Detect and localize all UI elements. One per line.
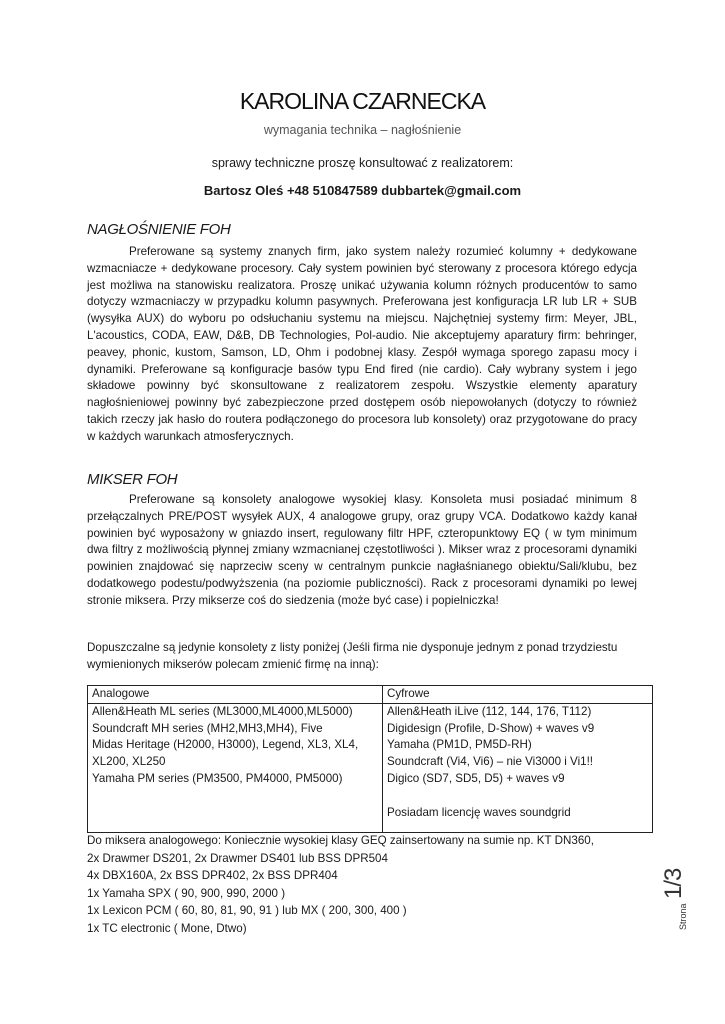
- list-item: Allen&Heath ML series (ML3000,ML4000,ML5000): [92, 704, 353, 718]
- column-header-digital: Cyfrowe: [383, 686, 653, 704]
- consult-note: sprawy techniczne proszę konsultować z realizatorem:: [211, 156, 514, 170]
- analog-requirements-list: [87, 832, 647, 937]
- list-item: XL200, XL250: [92, 755, 166, 769]
- table-header-row: [88, 686, 653, 704]
- list-item: Soundcraft MH series (MH2,MH3,MH4), Five: [92, 721, 323, 735]
- foh-sound-paragraph: [87, 244, 637, 446]
- section-heading-foh-sound: NAGŁOŚNIENIE FOH: [87, 221, 231, 238]
- page-label: Strona: [678, 903, 688, 930]
- list-item: 4x DBX160A, 2x BSS DPR402, 2x BSS DPR404: [87, 869, 338, 882]
- foh-sound-text: Preferowane są systemy znanych firm, jako system należy rozumieć kolumny + dedykowane wzmacniacze + dedykowane procesory. Cały system powinien być sterowany z procesora którego edycja jest możliwa na stanowisku realizatora. Proszę unikać używania kolumn różnych producentów to samo dotyczy wzmacniaczy w przypadku kolumn pasywnych. Preferowana jest konfiguracja LR lub LR + SUB (wysyłka AUX) do wyboru po odsłuchaniu systemu na miejscu. Najchętniej systemy firm: Meyer, JBL, L'acoustics, CODA, EAW, D&B, DB Technologies, Pol-audio. Nie akceptujemy aparatury firm: behringer, peavey, phonic, kustom, Samson, LD, Ohm i podobnej klasy. Zespół wymaga sporego zapasu mocy i dynamiki. Preferowane są konfiguracje basów typu End fired (nie cardio). Cały wybrany system i jego składowe powinny być skonsultowane z realizatorem zespołu. Wszystkie elementy aparatury nagłośnieniowej powinny być zabezpieczone przed dostępem osób niepowołanych (dotyczy to również takich rzeczy jak hasło do routera podłączonego do procesora lub konsolety) oraz przygotowane do pracy w każdych warunkach atmosferycznych.: [87, 245, 637, 443]
- list-item: 1x Lexicon PCM ( 60, 80, 81, 90, 91 ) lub MX ( 200, 300, 400 ): [87, 904, 407, 917]
- list-item: Digico (SD7, SD5, D5) + waves v9: [387, 771, 565, 785]
- document-title: KAROLINA CZARNECKA: [239, 88, 486, 114]
- list-item: Midas Heritage (H2000, H3000), Legend, XL3, XL4,: [92, 738, 359, 752]
- list-item: Digidesign (Profile, D-Show) + waves v9: [387, 721, 595, 735]
- foh-mixer-text: Preferowane są konsolety analogowe wysokiej klasy. Konsoleta musi posiadać minimum 8 przełączalnych PRE/POST wysyłek AUX, 4 analogowe grupy, oraz grupy VCA. Dodatkowo każdy kanał powinien być wyposażony w gniazdo insert, regulowany filtr HPF, czteropunktowy EQ ( w tym minimum dwa filtry z możliwością płynnej zmiany wzmacnianej częstotliwości ). Mikser wraz z procesorami dynamiki powinien znajdować się naprzeciw sceny w centralnym punkcie nagłaśnianego obiektu/Sali/klubu, bez dodatkowego podestu/podwyższenia (na poziomie publiczności). Rack z procesorami dynamiki po lewej stronie miksera. Przy mikserze coś do siedzenia (może być case) i popielniczka!: [87, 493, 637, 607]
- spacer: [387, 788, 648, 805]
- list-item: Yamaha (PM1D, PM5D-RH): [387, 738, 532, 752]
- page-number-footer: [660, 868, 688, 930]
- list-item: Yamaha PM series (PM3500, PM4000, PM5000): [92, 771, 343, 785]
- list-item: Soundcraft (Vi4, Vi6) – nie Vi3000 i Vi1!!: [387, 755, 594, 769]
- table-row: [88, 703, 653, 832]
- digital-consoles-cell: [383, 703, 653, 832]
- page-number: 1/3: [660, 868, 687, 900]
- section-heading-foh-mixer: MIKSER FOH: [87, 471, 178, 488]
- list-item: Do miksera analogowego: Koniecznie wysokiej klasy GEQ zainsertowany na sumie np. KT DN360,: [87, 834, 594, 847]
- list-item: Allen&Heath iLive (112, 144, 176, T112): [387, 704, 592, 718]
- foh-mixer-paragraph: [87, 492, 637, 610]
- contact-info: Bartosz Oleś +48 510847589 dubbartek@gmail.com: [203, 183, 522, 198]
- list-item: 1x TC electronic ( Mone, Dtwo): [87, 921, 247, 935]
- list-item: 2x Drawmer DS201, 2x Drawmer DS401 lub BSS DPR504: [87, 851, 388, 865]
- list-item: 1x Yamaha SPX ( 90, 900, 990, 2000 ): [87, 886, 286, 900]
- document-subtitle: wymagania technika – nagłośnienie: [263, 123, 462, 137]
- mixer-table: [87, 685, 653, 833]
- waves-license-note: Posiadam licencję waves soundgrid: [387, 805, 571, 819]
- allowed-consoles-note: Dopuszczalne są jedynie konsolety z listy poniżej (Jeśli firma nie dysponuje jednym z ponad trzydziestu wymienionych mikserów polecam zmienić firmę na inną):: [87, 641, 618, 671]
- column-header-analog: Analogowe: [88, 686, 383, 704]
- analog-consoles-cell: [88, 703, 383, 832]
